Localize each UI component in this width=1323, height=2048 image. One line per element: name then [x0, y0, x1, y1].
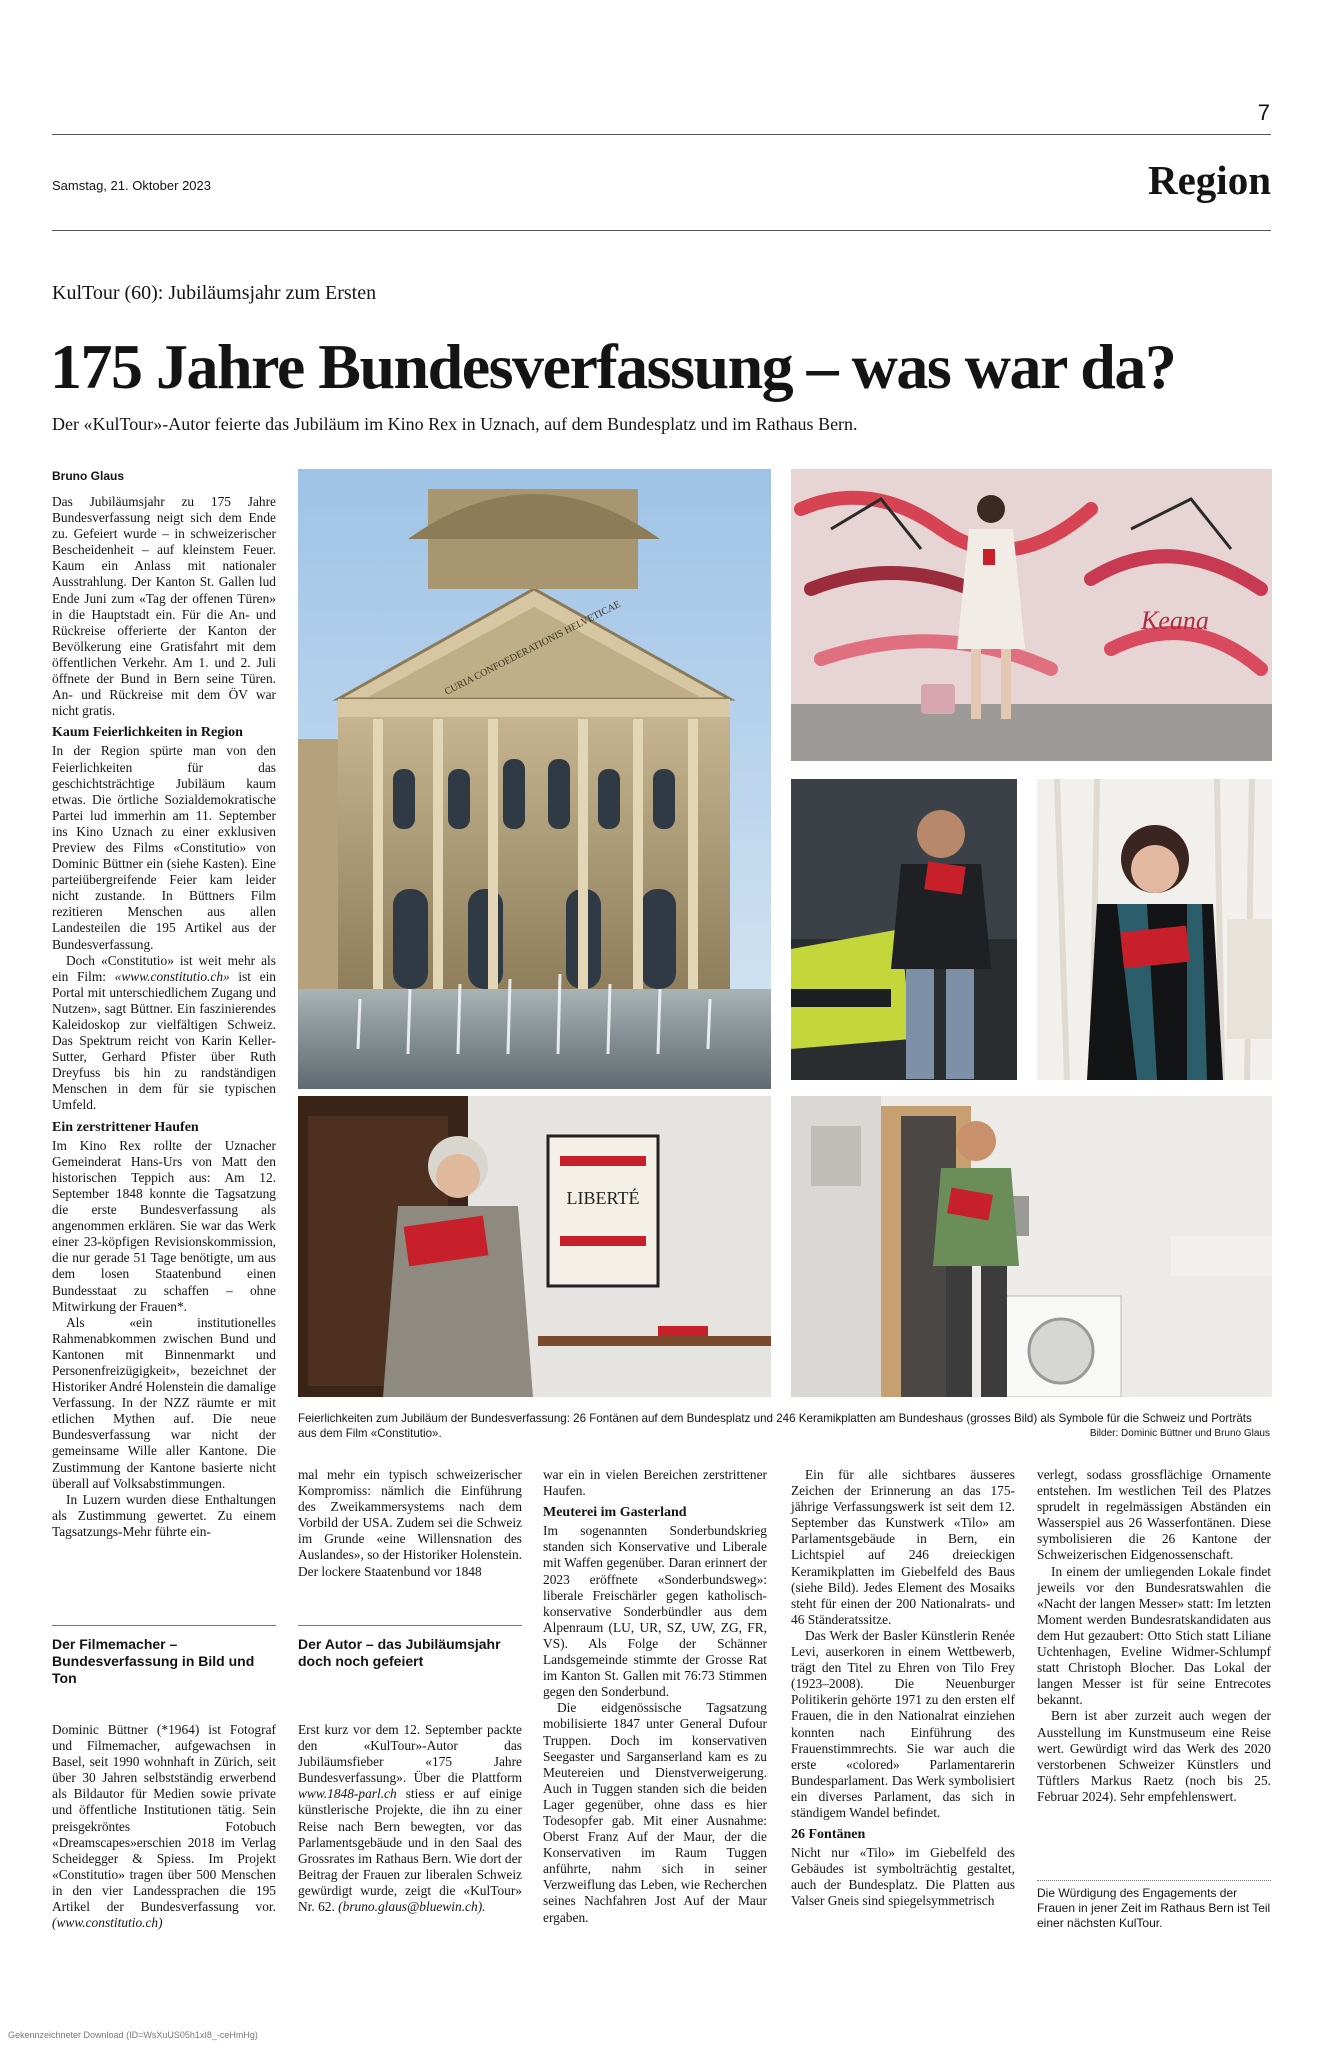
paragraph: In einem der umliegenden Lokale findet jeweils vor den Bundesratswahlen die «Nacht der langen Messer» statt: Im letzten Moment werden Bundesratskandidaten aus dem Hut gezaubert: Otto Stich statt Liliane Uchtenhagen, Eveline Widmer-Schlumpf statt Christoph Blocher. Das Lokal der langen Messer ist für seine Entrecotes bekannt.	[1037, 1563, 1271, 1708]
box1-link[interactable]: (www.constitutio.ch)	[52, 1915, 163, 1931]
graffiti-tag: Keana	[1141, 606, 1209, 635]
photo-graffiti-portrait	[791, 469, 1272, 761]
photo-woman-scarf	[1037, 779, 1272, 1080]
box2-rule	[298, 1625, 522, 1626]
photo-man-laundry	[791, 1096, 1272, 1397]
article-column-1	[52, 494, 276, 1540]
subheading: 26 Fontänen	[791, 1827, 866, 1843]
article-note: Die Würdigung des Engagements der Frauen in jener Zeit im Rathaus Bern ist Teil einer nächsten KulTour.	[1037, 1886, 1271, 1930]
header-rule-top	[52, 134, 1271, 135]
box2-title: Der Autor – das Jubiläumsjahr doch noch gefeiert	[298, 1636, 501, 1669]
photo-caption: Feierlichkeiten zum Jubiläum der Bundesverfassung: 26 Fontänen auf dem Bundesplatz und 246 Keramikplatten am Bundeshaus (grosses Bild) als Symbole für die Schweiz und Porträts aus dem Film «Constitutio».	[298, 1412, 1252, 1440]
page-number: 7	[1257, 100, 1270, 125]
photo-bundeshaus	[298, 469, 771, 1089]
box2-link-platform[interactable]: www.1848-parl.ch	[298, 1786, 397, 1802]
pediment-inscription: CURIA CONFOEDERATIONIS HELVETICAE	[443, 598, 623, 698]
box2-link-email[interactable]: (bruno.glaus@bluewin.ch).	[338, 1899, 486, 1915]
paragraph: Bern ist aber zurzeit auch wegen der Ausstellung im Kunstmuseum eine Reise wert. Gewürdigt wird das Werk des 2020 verstorbenen Schweizer Künstlers und Tüftlers Markus Raetz (noch bis 25. Februar 2024). Sehr empfehlenswert.	[1037, 1708, 1271, 1804]
article-author: Bruno Glaus	[52, 469, 125, 483]
article-column-4	[791, 1467, 1015, 1910]
box1-rule	[52, 1625, 276, 1626]
box1-title: Der Filmemacher – Bundesverfassung in Bild und Ton	[52, 1636, 255, 1686]
paragraph: Die eidgenössische Tagsatzung mobilisierte 1847 unter General Dufour Truppen. Doch im konservativen Seegaster und Sarganserland kam es zu Meutereien und Dienstverweigerung. Auch in Tuggen standen sich die beiden Lager gegenüber, ohne dass es hier Todesopfer gab. Mit einer Ausnahme: Oberst Franz Auf der Maur, der die Konservativen im Raum Tuggen anführte, nahm sich in seiner Verzweiflung das Leben, wie Recherchen seines Nachfahren Jost Auf der Maur ergaben.	[543, 1700, 767, 1925]
subheading: Meuterei im Gasterland	[543, 1505, 687, 1521]
paragraph: Als «ein institutionelles Rahmenabkommen zwischen Bund und Kantonen mit Binnenmarkt und Personenfreizügigkeit», bezeichnet der Historiker André Holenstein die damalige Verfassung. In der NZZ räumte er mit etlichen Mythen auf. Die neue Bundesverfassung war nicht der gemeinsame Wille aller Kantone. Die Zustimmung der Kantone basierte nicht überall auf Volksabstimmungen.	[52, 1314, 276, 1491]
paragraph: Im sogenannten Sonderbundskrieg standen sich Konservative und Liberale mit Waffen gegenüber. Daran erinnert der 2023 eröffnete «Sonderbundsweg»: liberale Freischärler gegen katholisch-konservative Sonderbündler aus dem Alpenraum (LU, UR, SZ, UW, ZG, FR, VS). Als Folge der Schänner Landsgemeinde stimmte der Grosse Rat im Kanton St. Gallen mit 76:73 Stimmen gegen den Sonderbund.	[543, 1523, 767, 1700]
box2-text: Erst kurz vor dem 12. September packte den «KulTour»-Autor das Jubiläumsfieber «175 Jahre Bundesverfassung». Über die Plattform www.1848-parl.ch stiess er auf einige künstlerische Projekte, die ihn zu einer Reise nach Bern bewegten, vor das Parlamentsgebäude und in den Saal des Grossrates im Rathaus Bern. Wie dort der Beitrag der Frauen zur liberalen Schweiz gewürdigt wurde, zeigt die «KulTour» Nr. 62. (bruno.glaus@bluewin.ch).	[298, 1722, 522, 1915]
note-separator	[1037, 1880, 1271, 1881]
subheading: Ein zerstrittener Haufen	[52, 1119, 199, 1135]
paragraph: Doch «Constitutio» ist weit mehr als ein Film: «www.constitutio.ch» ist ein Portal mit unterschiedlichem Zugang und Nutzen», sagt Büttner. Ein faszinierendes Kaleidoskop zur vielfältigen Schweiz. Das Spektrum reicht von Karin Keller-Sutter, Gerhard Pfister über Ruth Dreyfuss bis hin zu randständigen Menschen in dem für sie typischen Umfeld.	[52, 952, 276, 1113]
liberte-text: LIBERTÉ	[566, 1188, 640, 1208]
article-kicker: KulTour (60): Jubiläumsjahr zum Ersten	[52, 282, 377, 304]
article-column-2	[298, 1467, 522, 1580]
paragraph: mal mehr ein typisch schweizerischer Kompromiss: nämlich die Einführung des Zweikammersystems nach dem Vorbild der USA. Zudem sei die Schweiz im Grunde «eine Willensnation des Auslandes», so der Historiker Holenstein. Der lockere Staatenbund vor 1848	[298, 1467, 522, 1579]
download-footer: Gekennzeichneter Download (ID=WsXuUS05h1xI8_-ceHmHg)	[8, 2030, 258, 2040]
subheading: Kaum Feierlichkeiten in Region	[52, 725, 243, 741]
article-column-5	[1037, 1467, 1271, 1805]
paragraph: Das Werk der Basler Künstlerin Renée Levi, auserkoren in einem Wettbewerb, trägt den Titel zu Ehren von Tilo Frey (1923–2008). Die Neuenburger Politikerin gehörte 1971 zu den ersten elf Frauen, die in den Nationalrat einziehen konnten nach Einführung des Frauenstimmrechts. Sie war auch die erste «colored» Parlamentarerin Bundesparlament. Das Werk symbolisiert ein diverses Parlament, das sich in ständigem Wandel befindet.	[791, 1627, 1015, 1820]
photo-woman-liberte	[298, 1096, 771, 1397]
photo-man-car	[791, 779, 1017, 1080]
paragraph: In der Region spürte man von den Feierlichkeiten für das geschichtsträchtige Jubiläum kaum etwas. Die örtliche Sozialdemokratische Partei lud immerhin am 11. September ins Kino Uznach zu einer exklusiven Preview des Films «Constitutio» von Dominic Büttner ein (siehe Kasten). Eine parteiübergreifende Feier kam leider nicht zustande. In Büttners Film rezitieren Menschen aus allen Landesteilen die 195 Artikel aus der Bundesverfassung.	[52, 743, 276, 952]
paragraph: In Luzern wurden diese Enthaltungen als Zustimmung gewertet. Zu einem Tagsatzungs-Mehr führte ein-	[52, 1491, 276, 1539]
paragraph: war ein in vielen Bereichen zerstrittener Haufen.	[543, 1467, 767, 1499]
paragraph: verlegt, sodass grossflächige Ornamente entstehen. Im westlichen Teil des Platzes sprudelt in regelmässigen Abständen ein Wasserspiel aus 26 Wasserfontänen. Diese symbolisieren die 26 Kantone der Schweizerischen Eidgenossenschaft.	[1037, 1467, 1271, 1563]
constitutio-link[interactable]: «www.constitutio.ch»	[114, 968, 230, 984]
header-rule-bottom	[52, 230, 1271, 231]
photo-credit: Bilder: Dominic Büttner und Bruno Glaus	[1089, 1428, 1270, 1439]
bundeshaus-image	[298, 469, 771, 1089]
box1-text: Dominic Büttner (*1964) ist Fotograf und Filmemacher, aufgewachsen in Basel, seit 1990 wohnhaft in Zürich, seit über 30 Jahren selbstständig erwerbend als Bildautor für Medien sowie private und öffentliche Institutionen tätig. Sein preisgekröntes Fotobuch «Dreamscapes»erschien 2018 im Verlag Scheidegger & Spiess. Im Projekt «Constitutio» tragen über 500 Menschen in den vier Landessprachen die 195 Artikel der Bundesverfassung vor. (www.constitutio.ch)	[52, 1722, 276, 1931]
paragraph: Das Jubiläumsjahr zu 175 Jahre Bundesverfassung neigt sich dem Ende zu. Gefeiert wurde – in schweizerischer Bescheidenheit – auf kleinstem Feuer. Kaum ein Anlass mit nationaler Ausstrahlung. Der Kanton St. Gallen lud Ende Juni zum «Tag der offenen Türen» in die Hauptstadt ein. Für die An- und Rückreise offerierte der Kanton der Bevölkerung eine Gratisfahrt mit dem öffentlichen Verkehr. Am 1. und 2. Juli öffnete der Bund in Bern seine Türen. An- und Rückreise mit dem ÖV war nicht gratis.	[52, 494, 276, 719]
section-title: Region	[1148, 157, 1271, 203]
article-headline: 175 Jahre Bundesverfassung – was war da?	[50, 331, 1176, 402]
article-column-3	[543, 1467, 767, 1926]
paragraph: Im Kino Rex rollte der Uznacher Gemeinderat Hans-Urs von Matt den historischen Teppich aus: Am 12. September 1848 konnte die Tagsatzung die erste Bundesverfassung als angenommen erklären. Sie war das Werk einer 23-köpfigen Revisionskommission, die nur gerade 51 Tage benötigte, um aus dem losen Staatenbund einen Bundesstaat zu schaffen – ohne Mitwirkung der Frauen*.	[52, 1137, 276, 1314]
paragraph: Ein für alle sichtbares äusseres Zeichen der Erinnerung an das 175-jährige Verfassungswerk ist seit dem 12. September das Kunstwerk «Tilo» am Parlamentsgebäude in Bern, ein Lichtspiel auf 246 dreieckigen Keramikplatten im Giebelfeld des Baus (siehe Bild). Jedes Element des Mosaiks steht für einen der 200 Nationalrats- und 46 Ständeratssitze.	[791, 1467, 1015, 1627]
paragraph: Nicht nur «Tilo» im Giebelfeld des Gebäudes ist symbolträchtig gestaltet, auch der Bundesplatz. Die Platten aus Valser Gneis sind spiegelsymmetrisch	[791, 1845, 1015, 1909]
issue-date: Samstag, 21. Oktober 2023	[52, 178, 211, 193]
article-lead: Der «KulTour»-Autor feierte das Jubiläum im Kino Rex in Uznach, auf dem Bundesplatz und im Rathaus Bern.	[52, 414, 858, 434]
